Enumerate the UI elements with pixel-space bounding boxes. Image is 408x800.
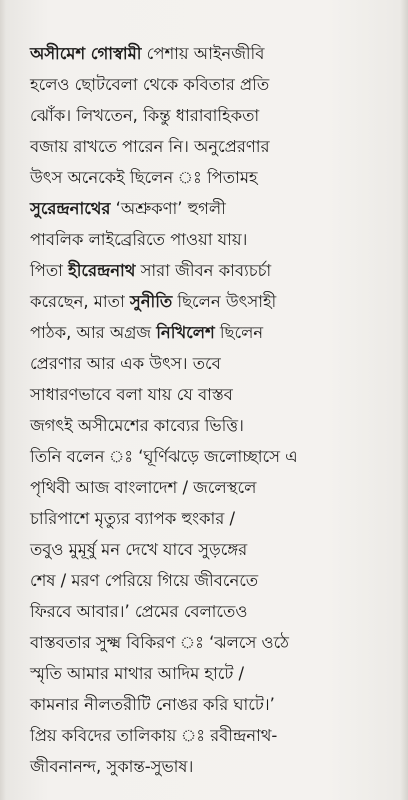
text-run: ঝোঁক। লিখতেন, কিন্তু ধারাবাহিকতা (30, 106, 260, 125)
text-line (30, 751, 386, 782)
text-line (30, 286, 386, 317)
text-line (30, 720, 386, 751)
bold-name-asimesh-goswami: অসীমেশ গোস্বামী (30, 44, 142, 63)
text-run: শেষ / মরণ পেরিয়ে গিয়ে জীবনেতে (30, 571, 259, 590)
text-run: হলেও ছোটবেলা থেকে কবিতার প্রতি (30, 75, 270, 94)
text-run: উৎস অনেকেই ছিলেন ঃ পিতামহ (30, 168, 258, 187)
text-line (30, 658, 386, 689)
text-line (30, 596, 386, 627)
text-run: জগৎই অসীমেশের কাব্যের ভিত্তি। (30, 416, 244, 435)
bold-name-hirendranath: হীরেন্দ্রনাথ (68, 261, 136, 280)
bold-name-suniti: সুনীতি (129, 292, 173, 311)
text-run: সারা জীবন কাব্যচর্চা (135, 261, 272, 280)
text-line (30, 627, 386, 658)
text-run: জীবনানন্দ, সুকান্ত-সুভাষ। (30, 757, 194, 776)
text-run: তবুও মুমূর্ষু মন দেখে যাবে সুড়ঙ্গের (30, 540, 248, 559)
bold-name-nikhilesh: নিখিলেশ (156, 323, 215, 342)
text-line (30, 472, 386, 503)
text-run: ছিলেন উৎসাহী (172, 292, 277, 311)
text-run: ফিরবে আবার।’ প্রেমের বেলাতেও (30, 602, 248, 621)
page-right-edge-shadow (400, 0, 408, 800)
text-run: কামনার নীলতরীটি নোঙর করি ঘাটে।’ (30, 695, 275, 714)
text-line (30, 348, 386, 379)
text-run: প্রিয় কবিদের তালিকায় ঃ রবীন্দ্রনাথ- (30, 726, 278, 745)
text-line (30, 534, 386, 565)
text-line (30, 379, 386, 410)
text-line (30, 162, 386, 193)
text-line (30, 565, 386, 596)
text-run: পৃথিবী আজ বাংলাদেশ / জলেস্থলে (30, 478, 257, 497)
text-run: করেছেন, মাতা (30, 292, 130, 311)
text-run: বাস্তবতার সুক্ষ্ম বিকিরণ ঃ ‘ঝলসে ওঠে (30, 633, 289, 652)
text-run: ‘অশ্রুকণা’ হুগলী (110, 199, 226, 218)
bold-name-surendranath: সুরেন্দ্রনাথের (30, 199, 111, 218)
body-paragraph (30, 38, 386, 782)
text-line (30, 224, 386, 255)
text-line (30, 410, 386, 441)
text-run: পিতা (30, 261, 69, 280)
text-run: প্রেরণার আর এক উৎস। তবে (30, 354, 221, 373)
text-line (30, 689, 386, 720)
text-line (30, 131, 386, 162)
text-line (30, 38, 386, 69)
text-run: স্মৃতি আমার মাথার আদিম হাটে / (30, 664, 245, 683)
text-line (30, 317, 386, 348)
text-run: পেশায় আইনজীবি (141, 44, 265, 63)
text-line (30, 503, 386, 534)
text-run: বজায় রাখতে পারেন নি। অনুপ্রেরণার (30, 137, 270, 156)
page-left-edge-shadow (0, 0, 6, 800)
text-line (30, 441, 386, 472)
text-run: চারিপাশে মৃত্যুর ব্যাপক হুংকার / (30, 509, 235, 528)
text-line (30, 255, 386, 286)
text-run: ছিলেন (214, 323, 264, 342)
text-run: পাবলিক লাইব্রেরিতে পাওয়া যায়। (30, 230, 248, 249)
text-line (30, 69, 386, 100)
text-run: পাঠক, আর অগ্রজ (30, 323, 157, 342)
text-run: সাধারণভাবে বলা যায় যে বাস্তব (30, 385, 233, 404)
text-line (30, 100, 386, 131)
text-line (30, 193, 386, 224)
text-run: তিনি বলেন ঃ ‘ঘূর্ণিঝড়ে জলোচ্ছাসে এ (30, 447, 298, 466)
